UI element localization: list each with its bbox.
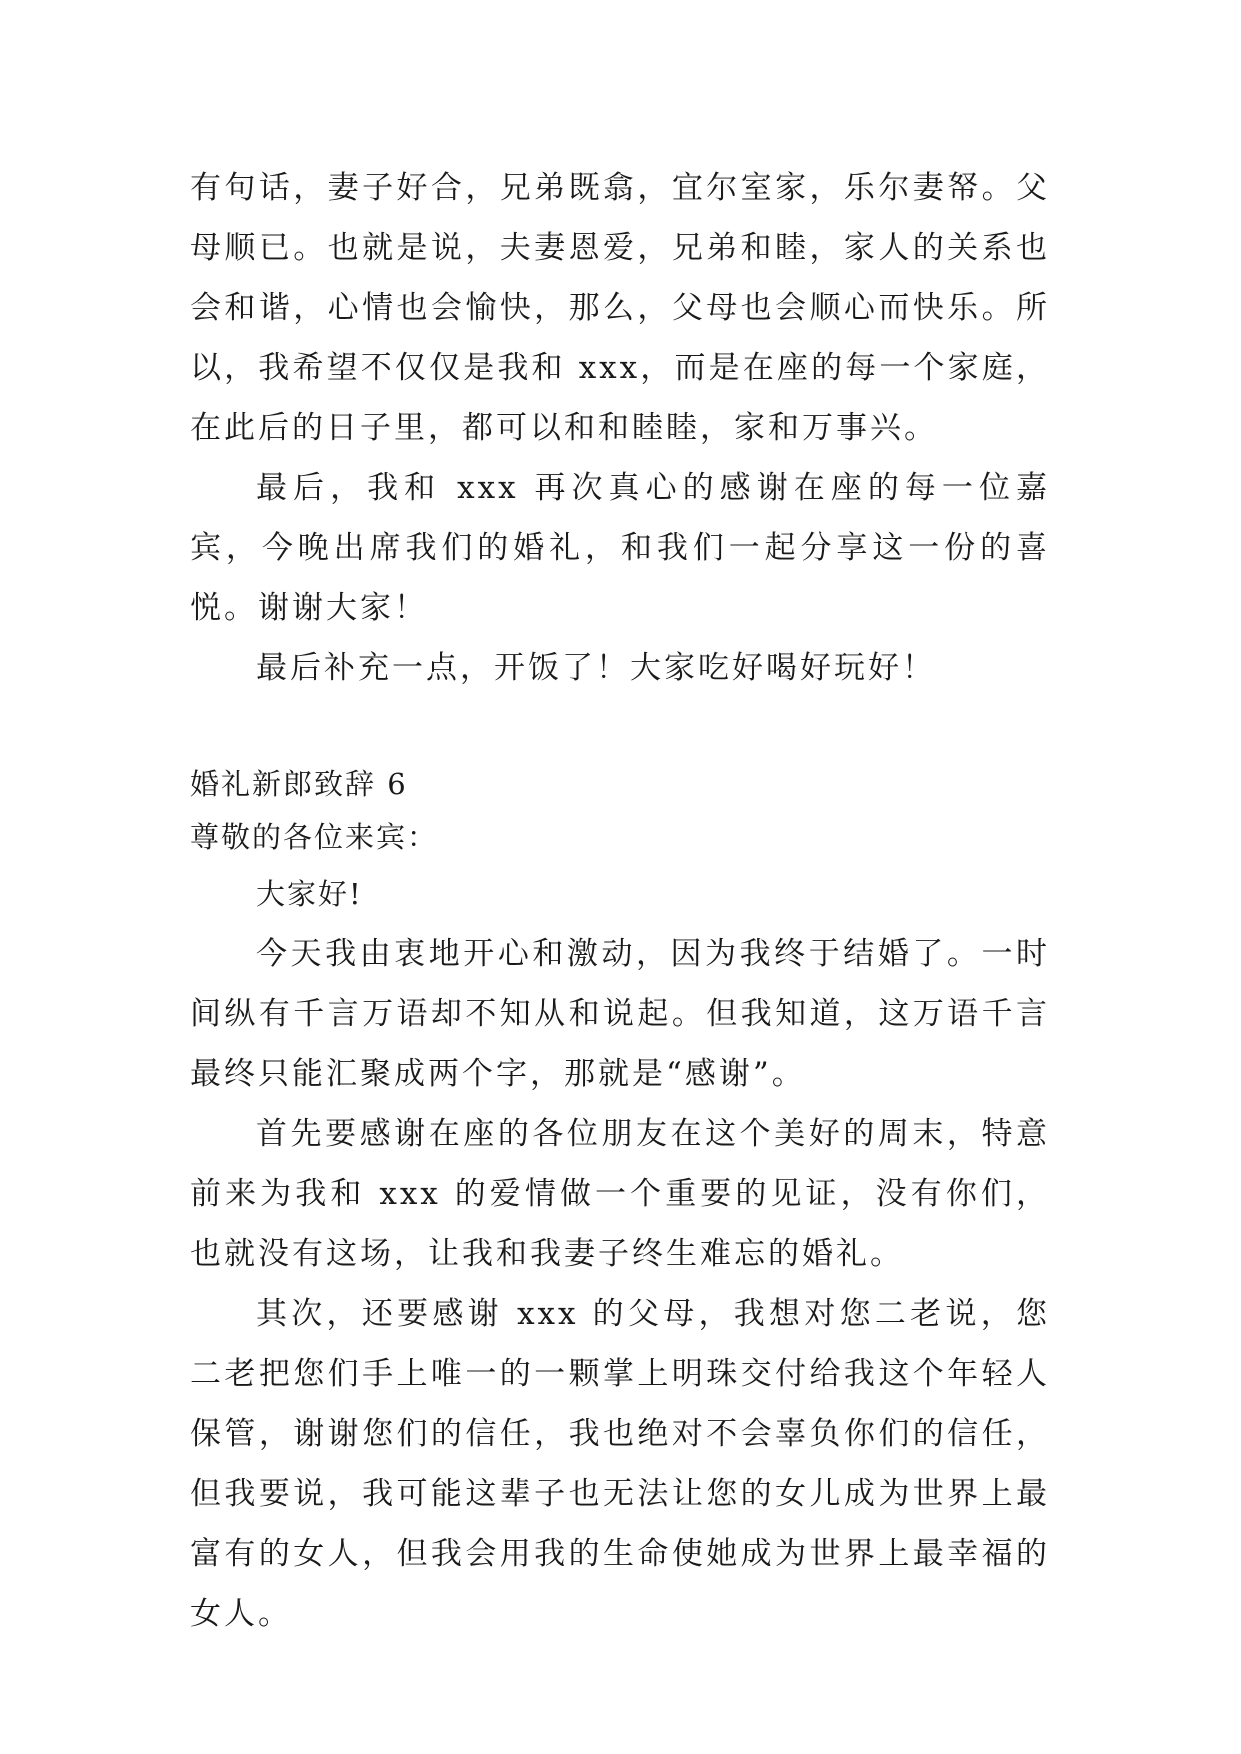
body-paragraph: 有句话，妻子好合，兄弟既翕，宜尔室家，乐尔妻帑。父母顺已。也就是说，夫妻恩爱，兄弟和睦，家人的关系也会和谐，心情也会愉快，那么，父母也会顺心而快乐。所以，我希望不仅仅是我和 xxx，而是在座的每一个家庭，在此后的日子里，都可以和和睦睦，家和万事兴。 [190, 170, 1050, 446]
body-paragraph: 最后，我和 xxx 再次真心的感谢在座的每一位嘉宾，今晚出席我们的婚礼，和我们一起分享这一份的喜悦。谢谢大家！ [190, 470, 1050, 626]
section-title: 婚礼新郎致辞 6 [190, 767, 408, 801]
greeting: 大家好! [256, 877, 363, 911]
body-paragraph: 最后补充一点，开饭了！大家吃好喝好玩好！ [256, 650, 936, 686]
body-paragraph: 其次，还要感谢 xxx 的父母，我想对您二老说，您二老把您们手上唯一的一颗掌上明珠交付给我这个年轻人保管，谢谢您们的信任，我也绝对不会辜负你们的信任，但我要说，我可能这辈子也无法让您的女儿成为世界上最富有的女人，但我会用我的生命使她成为世界上最幸福的女人。 [190, 1296, 1050, 1632]
document-page [190, 158, 1050, 1644]
salutation: 尊敬的各位来宾： [190, 820, 439, 854]
body-paragraph: 首先要感谢在座的各位朋友在这个美好的周末，特意前来为我和 xxx 的爱情做一个重要的见证，没有你们，也就没有这场，让我和我妻子终生难忘的婚礼。 [190, 1116, 1050, 1272]
body-paragraph: 今天我由衷地开心和激动，因为我终于结婚了。一时间纵有千言万语却不知从和说起。但我知道，这万语千言最终只能汇聚成两个字，那就是“感谢”。 [190, 936, 1050, 1092]
